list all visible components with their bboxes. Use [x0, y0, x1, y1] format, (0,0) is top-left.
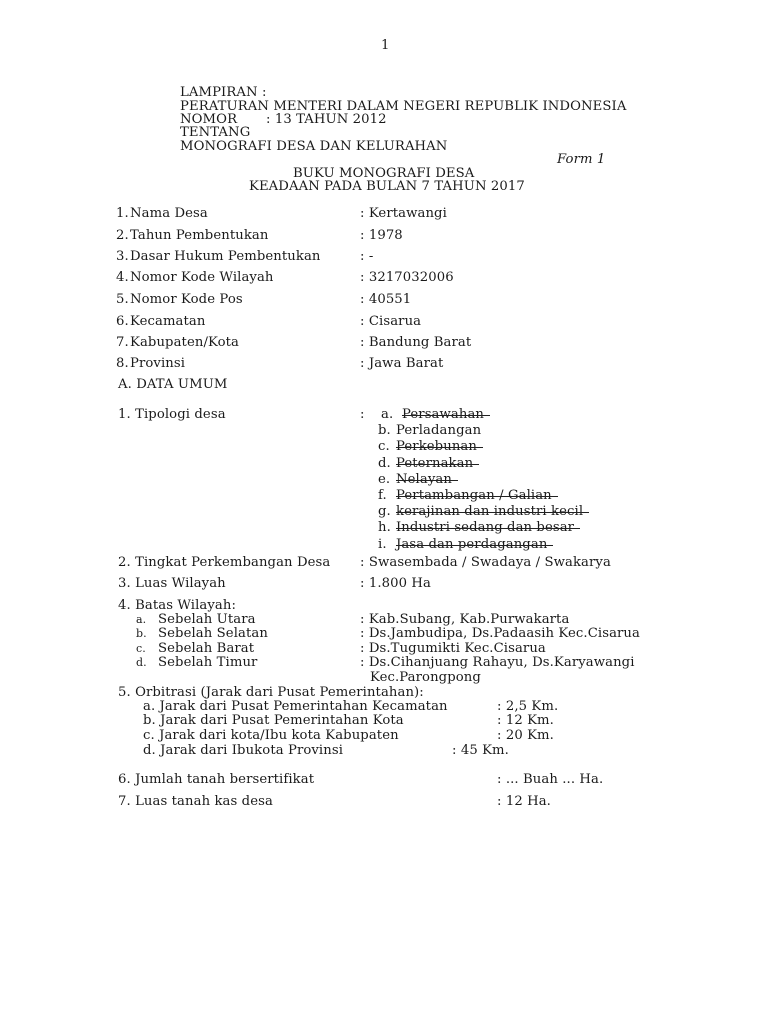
batas-item-value: : Ds.Jambudipa, Ds.Padaasih Kec.Cisarua [360, 626, 640, 641]
form-label: Form 1 [557, 152, 606, 167]
identity-value: : 40551 [360, 292, 412, 307]
tingkat-value: : Swasembada / Swadaya / Swakarya [360, 555, 611, 570]
list-letter: h. [378, 520, 391, 535]
orbitrasi-item-label: b. Jarak dari Pusat Pemerintahan Kota [143, 713, 404, 728]
identity-value: : 1978 [360, 228, 403, 243]
list-letter: i. [378, 537, 387, 552]
tanah-sertifikat-value: : ... Buah ... Ha. [497, 772, 604, 787]
batas-item-value: : Kab.Subang, Kab.Purwakarta [360, 612, 570, 627]
lampiran-label: LAMPIRAN : [180, 85, 267, 100]
document-title: BUKU MONOGRAFI DESA [293, 166, 475, 181]
tentang-label: TENTANG [180, 125, 251, 140]
page-number: 1 [381, 38, 390, 53]
tipologi-item-struck: Peternakan [396, 456, 474, 471]
identity-label: Kabupaten/Kota [130, 335, 239, 350]
identity-value: : Jawa Barat [360, 356, 444, 371]
identity-value: : 3217032006 [360, 270, 454, 285]
list-letter: e. [378, 472, 391, 487]
list-letter: g. [378, 504, 391, 519]
tipologi-item-struck: Jasa dan perdagangan [396, 537, 548, 552]
identity-num: 8. [116, 356, 129, 371]
document-subtitle: KEADAAN PADA BULAN 7 TAHUN 2017 [249, 179, 525, 194]
tipologi-colon: : [360, 407, 365, 422]
tingkat-label: 2. Tingkat Perkembangan Desa [118, 555, 331, 570]
identity-num: 2. [116, 228, 129, 243]
batas-item-value: : Ds.Tugumikti Kec.Cisarua [360, 641, 546, 656]
batas-item-label: Sebelah Timur [158, 655, 258, 670]
batas-label: 4. Batas Wilayah: [118, 598, 237, 613]
nomor-label: NOMOR [180, 112, 238, 127]
tipologi-item-struck: Pertambangan / Galian [396, 488, 552, 503]
identity-num: 4. [116, 270, 129, 285]
identity-label: Kecamatan [130, 314, 206, 329]
orbitrasi-label: 5. Orbitrasi (Jarak dari Pusat Pemerintahan): [118, 685, 424, 700]
list-letter: a. [136, 613, 147, 626]
identity-value: : Cisarua [360, 314, 422, 329]
batas-item-label: Sebelah Selatan [158, 626, 268, 641]
tipologi-item-struck: Nelayan [396, 472, 452, 487]
identity-value: : - [360, 249, 374, 264]
orbitrasi-item-label: a. Jarak dari Pusat Pemerintahan Kecamatan [143, 699, 448, 714]
identity-label: Provinsi [130, 356, 186, 371]
batas-timur-continuation: Kec.Parongpong [370, 670, 481, 685]
batas-item-value: : Ds.Cihanjuang Rahayu, Ds.Karyawangi [360, 655, 635, 670]
tipologi-item-struck: Perkebunan [396, 439, 477, 454]
identity-value: : Kertawangi [360, 206, 447, 221]
orbitrasi-item-value: : 20 Km. [497, 728, 554, 743]
nomor-value: : 13 TAHUN 2012 [266, 112, 387, 127]
luas-label: 3. Luas Wilayah [118, 576, 226, 591]
identity-label: Nama Desa [130, 206, 208, 221]
orbitrasi-item-value: : 12 Km. [497, 713, 554, 728]
batas-item-label: Sebelah Barat [158, 641, 255, 656]
identity-num: 1. [116, 206, 129, 221]
list-letter: d. [378, 456, 391, 471]
list-letter: a. [381, 407, 394, 422]
tanah-kas-label: 7. Luas tanah kas desa [118, 794, 273, 809]
tipologi-item-struck: Industri sedang dan besar [396, 520, 575, 535]
section-heading: A. DATA UMUM [118, 377, 228, 392]
orbitrasi-item-value: : 45 Km. [452, 743, 509, 758]
list-letter: b. [136, 627, 147, 640]
identity-label: Nomor Kode Pos [130, 292, 243, 307]
list-letter: c. [378, 439, 390, 454]
identity-label: Nomor Kode Wilayah [130, 270, 274, 285]
tipologi-item: Perladangan [396, 423, 482, 438]
tipologi-item-struck: kerajinan dan industri kecil [396, 504, 584, 519]
identity-num: 3. [116, 249, 129, 264]
identity-label: Dasar Hukum Pembentukan [130, 249, 321, 264]
identity-value: : Bandung Barat [360, 335, 472, 350]
orbitrasi-item-value: : 2,5 Km. [497, 699, 559, 714]
list-letter: d. [136, 656, 147, 669]
luas-value: : 1.800 Ha [360, 576, 431, 591]
peraturan-title: PERATURAN MENTERI DALAM NEGERI REPUBLIK INDONESIA [180, 99, 627, 114]
tipologi-label: 1. Tipologi desa [118, 407, 226, 422]
list-letter: b. [378, 423, 391, 438]
tanah-sertifikat-label: 6. Jumlah tanah bersertifikat [118, 772, 315, 787]
list-letter: f. [378, 488, 387, 503]
monografi-label: MONOGRAFI DESA DAN KELURAHAN [180, 139, 448, 154]
orbitrasi-item-label: d. Jarak dari Ibukota Provinsi [143, 743, 344, 758]
identity-num: 7. [116, 335, 129, 350]
identity-label: Tahun Pembentukan [130, 228, 269, 243]
identity-num: 5. [116, 292, 129, 307]
tipologi-item-struck: Persawahan [402, 407, 485, 422]
identity-num: 6. [116, 314, 129, 329]
tanah-kas-value: : 12 Ha. [497, 794, 551, 809]
orbitrasi-item-label: c. Jarak dari kota/Ibu kota Kabupaten [143, 728, 399, 743]
list-letter: c. [136, 642, 146, 655]
batas-item-label: Sebelah Utara [158, 612, 256, 627]
